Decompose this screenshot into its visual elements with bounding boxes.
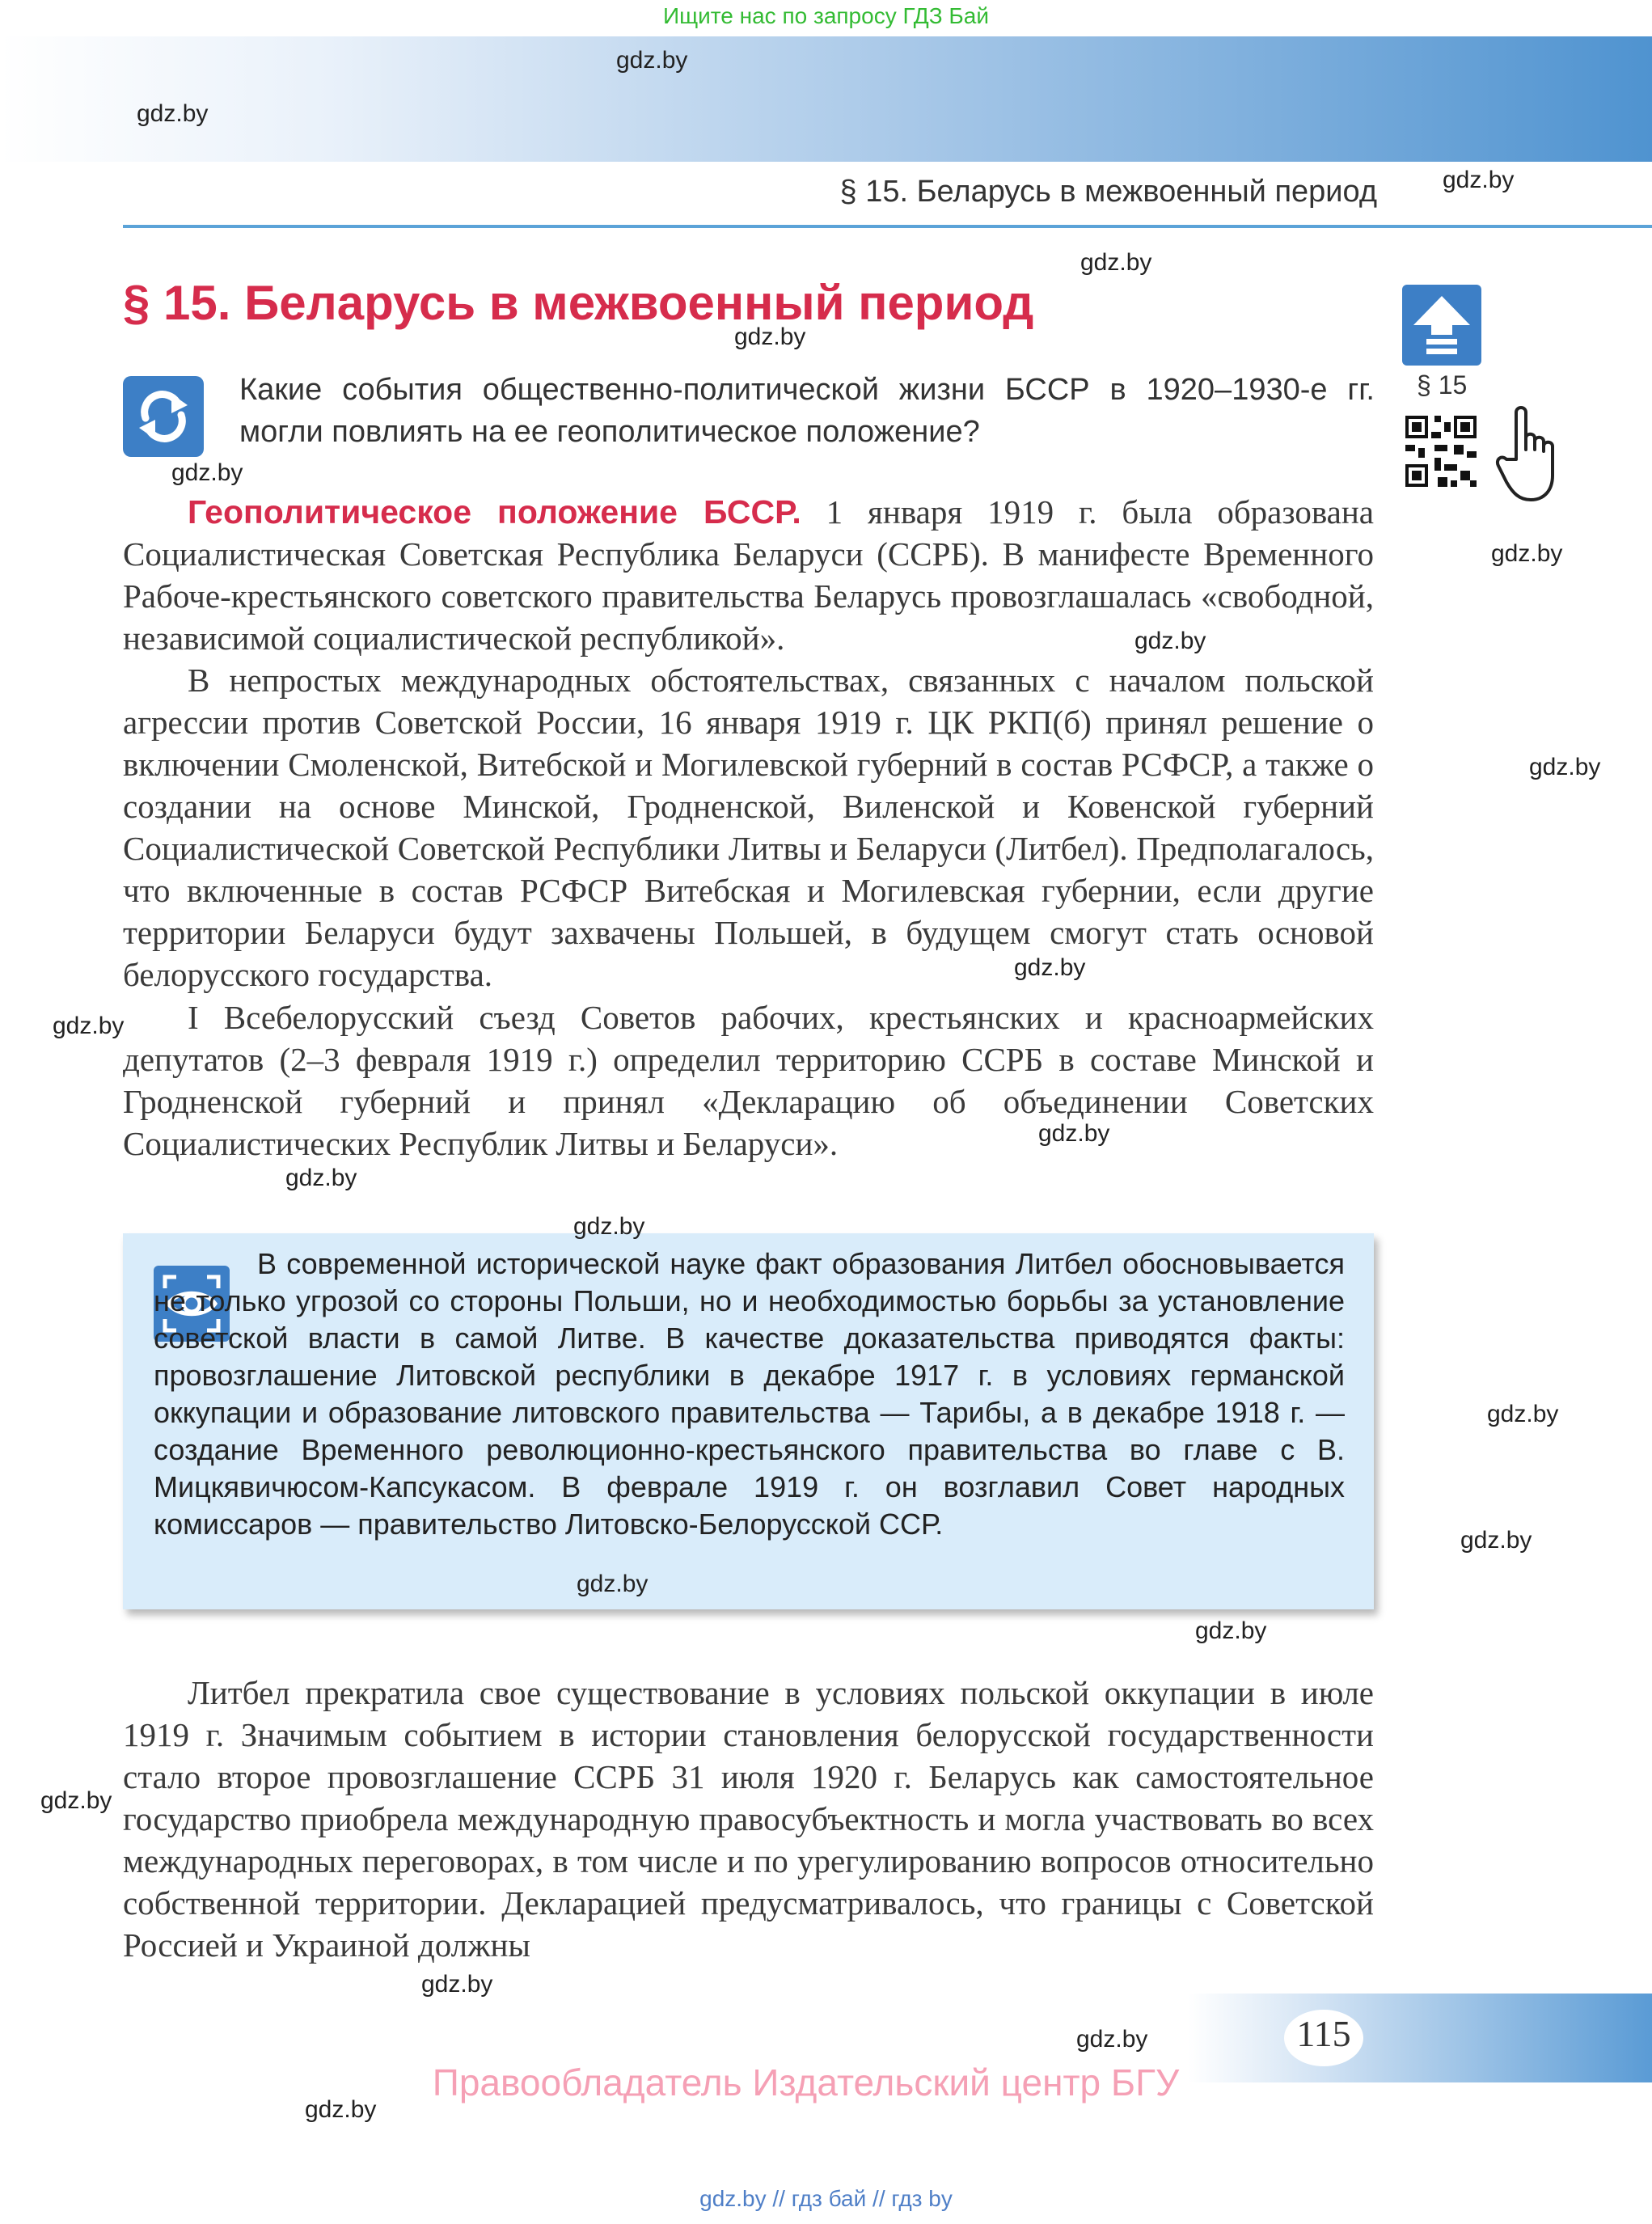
paragraph-text: 1 января 1919 г. была образована Социалистическая Советская Республика Беларуси (ССРБ). В манифесте Временного Рабоче-крестьянского советского правительства Беларусь провозглашалась «свободной, независимой социалистической республикой». (123, 493, 1374, 657)
watermark: gdz.by (1487, 1401, 1559, 1427)
rights-holder-text (0, 2061, 1652, 2104)
nav-section-label: § 15 (1417, 370, 1468, 400)
top-banner-link[interactable]: Ищите нас по запросу ГДЗ Бай (662, 3, 990, 28)
info-box-text: В современной исторической науке факт образования Литбел обосновывается не только угрозой со стороны Польши, но и необходимостью борьбы за установление советской власти в самой Литве. В качестве доказательства приводятся факты: провозглашение Литовской республики в декабре 1917 г. в условиях германской оккупации и образование литовского правительства — Тарибы, а в декабре 1918 г. — создание Временного революционно-крестьянского правительства во главе с В. Мицкявичюсом-Капсукасом. В феврале 1919 г. он возглавил Совет народных комиссаров — правительство Литовско-Белорусской ССР. (154, 1247, 1345, 1541)
watermark: gdz.by (1443, 167, 1515, 193)
watermark: gdz.by (285, 1165, 357, 1191)
page-number: 115 (1296, 2013, 1351, 2054)
up-arrow-icon[interactable] (1402, 285, 1481, 366)
watermark: gdz.by (421, 1971, 493, 1998)
question-text: Какие события общественно-политической жизни БССР в 1920–1930-е гг. могли повлиять на ее геополитическое положение? (239, 373, 1375, 449)
rights-holder-label: Правообладатель Издательский центр БГУ (432, 2061, 1180, 2103)
pointing-hand-icon (1492, 403, 1573, 508)
watermark: gdz.by (1076, 2026, 1148, 2053)
page-title: § 15. Беларусь в межвоенный период (123, 276, 1034, 330)
qr-code-icon[interactable] (1402, 412, 1480, 490)
watermark: gdz.by (1080, 249, 1152, 276)
running-head: § 15. Беларусь в межвоенный период (839, 175, 1377, 209)
bottom-links[interactable]: gdz.by // гдз бай // гдз by (699, 2186, 953, 2211)
paragraph-congress: I Всебелорусский съезд Советов рабочих, крестьянских и красноармейских депутатов (2–3 февраля 1919 г.) определил территорию ССРБ в составе Минской и Гродненской губерний и принял «Декларацию об объединении Советских Социалистических Республик Литвы и Беларуси». (123, 999, 1374, 1162)
watermark: gdz.by (1195, 1617, 1267, 1644)
watermark: gdz.by (171, 459, 243, 486)
watermark: gdz.by (1491, 540, 1563, 567)
watermark: gdz.by (573, 1213, 645, 1240)
watermark: gdz.by (616, 47, 688, 74)
watermark: gdz.by (1529, 754, 1601, 780)
watermark: gdz.by (577, 1571, 649, 1597)
watermark: gdz.by (40, 1787, 112, 1814)
watermark: gdz.by (1014, 954, 1086, 981)
paragraph-litbel: В непростых международных обстоятельствах, связанных с началом польской агрессии против Советской России, 16 января 1919 г. ЦК РКП(б) принял решение о включении Смоленской, Витебской и Могилевской губерний в состав РСФСР, а также о создании на основе Минской, Гродненской, Виленской и Ковенской губерний Социалистической Советской Республики Литвы и Беларуси (Литбел). Предполагалось, что включенные в состав РСФСР Витебская и Могилевская губернии, если другие территории Беларуси будут захвачены Польшей, в будущем смогут стать основой белорусского государства. (123, 662, 1374, 993)
watermark: gdz.by (137, 100, 209, 127)
refresh-icon (123, 376, 204, 457)
paragraph-second-proclamation: Литбел прекратила свое существование в условиях польской оккупации в июле 1919 г. Значимым событием в истории становления белорусской государственности стало второе провозглашение ССРБ 31 июля 1920 г. Беларусь как самостоятельное государство приобрела международную правосубъектность и могла участвовать во всех международных переговорах, в том числе и по урегулированию вопросов относительно собственной территории. Декларацией предусматривалось, что границы с Советской Россией и Украиной должны (123, 1674, 1374, 1964)
watermark: gdz.by (734, 323, 806, 350)
watermark: gdz.by (1038, 1120, 1110, 1147)
header-band (0, 36, 1652, 162)
watermark: gdz.by (305, 2096, 377, 2123)
paragraph-lead-heading: Геополитическое положение БССР. (188, 493, 801, 531)
watermark: gdz.by (1134, 628, 1206, 654)
watermark: gdz.by (1460, 1527, 1532, 1554)
header-rule (123, 225, 1652, 228)
watermark: gdz.by (53, 1013, 125, 1039)
